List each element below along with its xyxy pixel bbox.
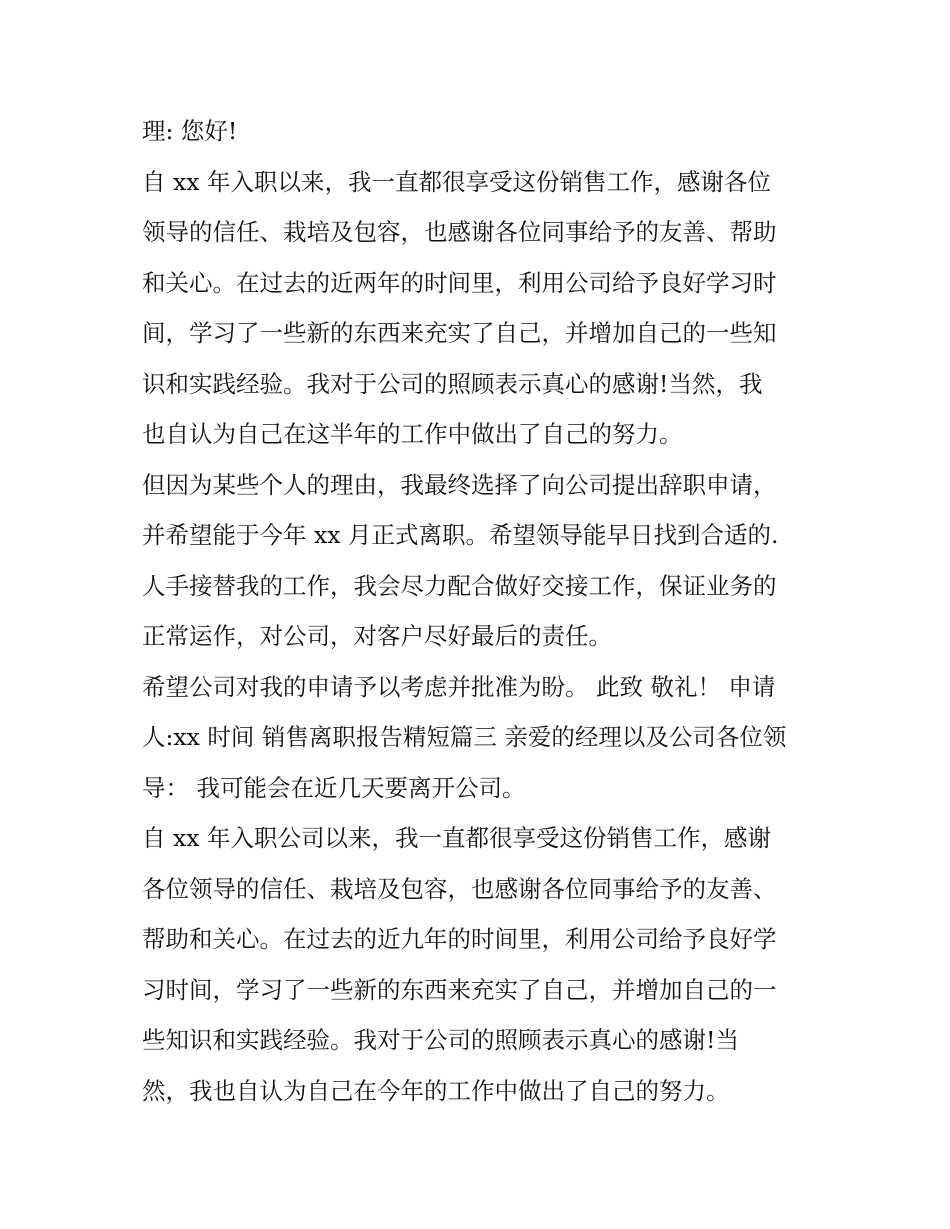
- text-line: 些知识和实践经验。我对于公司的照顾表示真心的感谢!当: [142, 1026, 739, 1054]
- letter-body: [142, 106, 822, 1116]
- text-line: 和关心。在过去的近两年的时间里，利用公司给予良好学习时: [142, 268, 777, 297]
- text-line: 自 xx 年入职以来，我一直都很享受这份销售工作，感谢各位: [142, 167, 771, 196]
- text-line: 然，我也自认为自己在今年的工作中做出了自己的努力。: [142, 1076, 730, 1105]
- text-line: 识和实践经验。我对于公司的照顾表示真心的感谢!当然，我: [142, 369, 763, 398]
- text-line: 希望公司对我的申请予以考虑并批准为盼。 此致 敬礼！ 申请: [142, 672, 776, 701]
- text-line: 正常运作，对公司，对客户尽好最后的责任。: [142, 622, 612, 650]
- text-line: 但因为某些个人的理由，我最终选择了向公司提出辞职申请，: [142, 470, 777, 499]
- text-line: 间，学习了一些新的东西来充实了自己，并增加自己的一些知: [142, 319, 777, 347]
- text-line: 也自认为自己在这半年的工作中做出了自己的努力。: [142, 420, 683, 448]
- text-line: 人:xx 时间 销售离职报告精短篇三 亲爱的经理以及公司各位领: [142, 723, 787, 751]
- text-line: 自 xx 年入职公司以来，我一直都很享受这份销售工作，感谢: [142, 824, 771, 852]
- text-line: 各位领导的信任、栽培及包容，也感谢各位同事给予的友善、: [142, 874, 777, 903]
- text-line: 习时间，学习了一些新的东西来充实了自己，并增加自己的一: [142, 975, 777, 1004]
- text-line: 理: 您好!: [142, 117, 238, 145]
- text-line: 帮助和关心。在过去的近九年的时间里，利用公司给予良好学: [142, 925, 777, 953]
- text-line: 领导的信任、栽培及包容，也感谢各位同事给予的友善、帮助: [142, 218, 777, 246]
- text-line: 并希望能于今年 xx 月正式离职。希望领导能早日找到合适的.: [142, 521, 779, 549]
- text-line: 导： 我可能会在近几天要离开公司。: [142, 773, 526, 802]
- text-line: 人手接替我的工作，我会尽力配合做好交接工作，保证业务的: [142, 571, 777, 600]
